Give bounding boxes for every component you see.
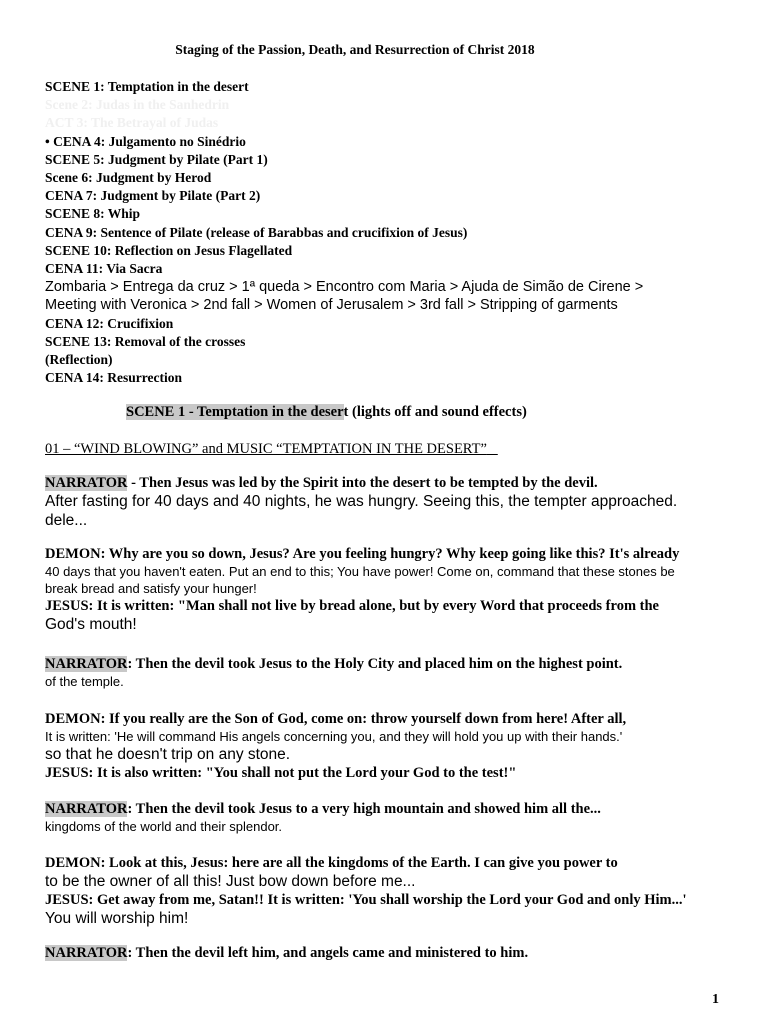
via-sacra-stations-line: Meeting with Veronica > 2nd fall > Women of Jerusalem > 3rd fall > Stripping of garments xyxy=(45,297,618,314)
scene-heading-rest: t (lights off and sound effects) xyxy=(343,404,527,420)
dialogue-line: kingdoms of the world and their splendor. xyxy=(45,819,283,834)
dialogue-line: JESUS: Get away from me, Satan!! It is written: 'You shall worship the Lord your God and only Him...' xyxy=(45,892,687,908)
page-number: 1 xyxy=(712,992,719,1007)
dialogue-line: It is written: 'He will command His angels concerning you, and they will hold you up with their hands.' xyxy=(45,729,623,744)
scene-list-item: CENA 7: Judgment by Pilate (Part 2) xyxy=(45,188,261,204)
speaker-label: NARRATOR xyxy=(45,475,128,491)
scene-heading-highlight: SCENE 1 - Temptation in the deser xyxy=(126,404,344,420)
sound-cue xyxy=(45,441,498,458)
scene-list-item: SCENE 8: Whip xyxy=(45,206,141,222)
dialogue-block xyxy=(45,854,765,928)
dialogue-line: DEMON: Why are you so down, Jesus? Are you feeling hungry? Why keep going like this? It's already xyxy=(45,546,680,562)
dialogue-line xyxy=(45,800,765,818)
scene-list-item: Scene 6: Judgment by Herod xyxy=(45,170,212,186)
dialogue-block xyxy=(45,545,765,634)
speaker-label: NARRATOR xyxy=(45,945,128,961)
scene-heading xyxy=(126,404,527,421)
scene-list-item: SCENE 10: Reflection on Jesus Flagellated xyxy=(45,242,293,258)
narrator-block xyxy=(45,944,765,962)
dialogue-line: JESUS: It is written: "Man shall not live by bread alone, but by every Word that proceeds from the xyxy=(45,598,659,614)
narrator-block xyxy=(45,655,765,690)
dialogue-line: JESUS: It is also written: "You shall not put the Lord your God to the test!" xyxy=(45,765,517,781)
scene-list-item: SCENE 5: Judgment by Pilate (Part 1) xyxy=(45,151,268,167)
dialogue-line: so that he doesn't trip on any stone. xyxy=(45,746,291,763)
dialogue-text: : Then the devil took Jesus to a very high mountain and showed him all the... xyxy=(127,801,601,817)
narrator-block xyxy=(45,474,765,530)
scene-list-item: CENA 12: Crucifixion xyxy=(45,315,174,331)
scene-list-item-faded: Scene 2: Judas in the Sanhedrin xyxy=(45,97,230,113)
dialogue-block xyxy=(45,710,765,782)
dialogue-line: After fasting for 40 days and 40 nights, he was hungry. Seeing this, the tempter approached. xyxy=(45,493,678,510)
scene-list-item: SCENE 1: Temptation in the desert xyxy=(45,79,249,94)
dialogue-line: God's mouth! xyxy=(45,616,137,633)
dialogue-line xyxy=(45,474,765,492)
dialogue-line xyxy=(45,944,765,962)
via-sacra-stations-line: Zombaria > Entrega da cruz > 1ª queda > Encontro com Maria > Ajuda de Simão de Cirene > xyxy=(45,279,644,296)
dialogue-line xyxy=(45,655,765,673)
sound-cue-text: 01 – “WIND BLOWING” and MUSIC “TEMPTATION IN THE DESERT” xyxy=(45,441,487,457)
dialogue-line: You will worship him! xyxy=(45,910,189,927)
dialogue-line: DEMON: If you really are the Son of God, come on: throw yourself down from here! After all, xyxy=(45,711,627,727)
sound-cue-trail xyxy=(487,441,498,457)
scene-list-item: • CENA 4: Julgamento no Sinédrio xyxy=(45,133,246,149)
scene-list-item: CENA 9: Sentence of Pilate (release of Barabbas and crucifixion of Jesus) xyxy=(45,224,468,240)
dialogue-line: DEMON: Look at this, Jesus: here are all the kingdoms of the Earth. I can give you power to xyxy=(45,855,618,871)
scene-list-item: CENA 11: Via Sacra xyxy=(45,261,163,277)
dialogue-text: : Then the devil left him, and angels came and ministered to him. xyxy=(127,945,529,961)
scene-list-item: (Reflection) xyxy=(45,352,113,368)
scene-list-item: CENA 14: Resurrection xyxy=(45,370,182,386)
dialogue-line: 40 days that you haven't eaten. Put an end to this; You have power! Come on, command that these stones be xyxy=(45,564,675,579)
speaker-label: NARRATOR xyxy=(45,656,128,672)
document-title: Staging of the Passion, Death, and Resurrection of Christ 2018 xyxy=(175,42,535,57)
narrator-block xyxy=(45,800,765,835)
dialogue-line: to be the owner of all this! Just bow down before me... xyxy=(45,873,416,890)
dialogue-text: - Then Jesus was led by the Spirit into the desert to be tempted by the devil. xyxy=(127,475,598,491)
speaker-label: NARRATOR xyxy=(45,801,128,817)
scene-list-item: SCENE 13: Removal of the crosses xyxy=(45,333,246,349)
dialogue-line: of the temple. xyxy=(45,674,124,689)
dialogue-text: : Then the devil took Jesus to the Holy City and placed him on the highest point. xyxy=(127,656,623,672)
scene-list-item-faded: ACT 3: The Betrayal of Judas xyxy=(45,115,219,131)
dialogue-line: break bread and satisfy your hunger! xyxy=(45,581,257,596)
dialogue-line: dele... xyxy=(45,512,88,529)
scene-list xyxy=(45,78,745,387)
